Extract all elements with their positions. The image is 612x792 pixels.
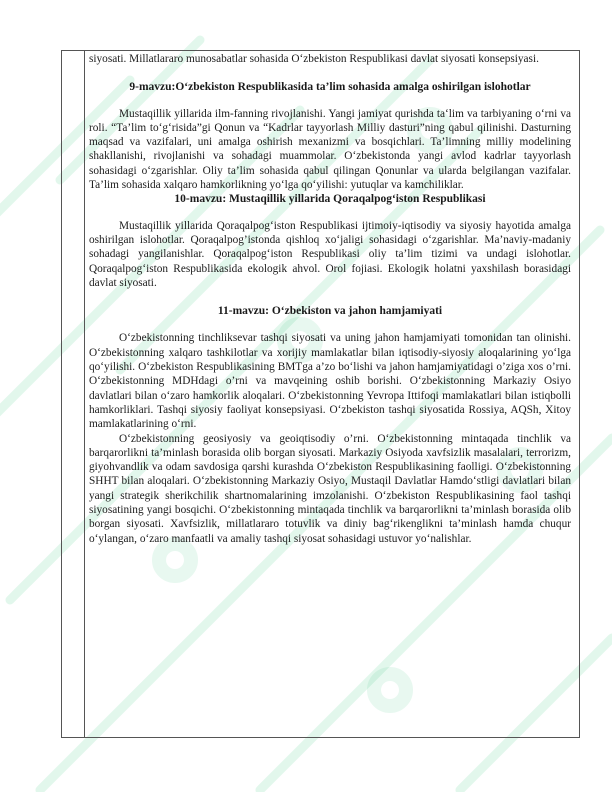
margin-column-divider	[84, 50, 85, 738]
topic-11-heading: 11-mavzu: O‘zbekiston va jahon hamjamiyati	[217, 305, 443, 318]
topic-10-heading: 10-mavzu: Mustaqillik yillarida Qoraqalpog‘iston Respublikasi	[174, 193, 486, 206]
topic-11-paragraph-1: O‘zbekistonning tinchliksevar tashqi siyosati va uning jahon hamjamiyati tomonidan tan olinishi. O‘zbekistonning xalqaro tashkilotlar va xorijiy mamlakatlar bilan iqtisodiy-siyosiy aloqalarining yo‘lga qo‘yilishi. O‘zbekiston Respublikasining BMTga a’zo bo‘lishi va jahon hamjamiyatidagi o’ziga xos o’rni. O‘zbekistonning MDHdagi o’rni va mavqeining oshib borishi. O‘zbekistonning Markaziy Osiyo davlatlari bilan o‘zaro hamkorlik aloqalari. O‘zbekistonning Yevropa Ittifoqi mamlakatlari bilan istiqbolli hamkorliklari. Tashqi siyosiy faoliyat konsepsiyasi. O‘zbekiston tashqi siyosatida Rossiya, AQSh, Xitoy mamlakatlarining o‘rni.	[89, 332, 571, 431]
intro-paragraph: siyosati. Millatlararo munosabatlar sohasida O‘zbekiston Respublikasi davlat siyosati konsepsiyasi.	[89, 53, 539, 65]
topic-10-paragraph: Mustaqillik yillarida Qoraqalpog‘iston Respublikasi ijtimoiy-iqtisodiy va siyosiy hayotida amalga oshirilgan islohotlar. Qoraqalpog’istonda qishloq xo‘jaligi sohasidagi o‘zgarishlar. Ma’naviy-madaniy sohadagi yangilanishlar. Qoraqalpog‘iston Respublikasi oliy ta’lim tizimi va undagi islohotlar. Qoraqalpog‘iston Respublikasida ekologik ahvol. Orol fojiasi. Ekologik holatni yaxshilash borasidagi davlat siyosati.	[89, 219, 571, 289]
topic-9-paragraph: Mustaqillik yillarida ilm-fanning rivojlanishi. Yangi jamiyat qurishda ta‘lim va tarbiyaning o‘rni va roli. “Ta’lim to‘g‘risida”gi Qonun va “Kadrlar tayyorlash Milliy dasturi”ning qabul qilinishi. Dasturning maqsad va vazifalari, uni amalga oshirish mexanizmi va bosqichlari. Ta’limning milliy modelining shakllanishi, rivojlanishi va sohadagi muammolar. O‘zbekistonda yangi avlod kadrlar tayyorlash sohasidagi o‘zgarishlar. Oliy ta’lim sohasida qabul qilingan Qonunlar va ularda belgilangan vazifalar. Ta’lim sohasida xalqaro hamkorlikning yo‘lga qo‘yilishi: yutuqlar va kamchiliklar.	[89, 107, 571, 192]
topic-9-heading: 9-mavzu:O‘zbekiston Respublikasida ta’lim sohasida amalga oshirilgan islohotlar	[129, 81, 531, 94]
document-body	[89, 52, 571, 546]
topic-11-paragraph-2: O‘zbekistonning geosiyosiy va geoiqtisodiy o’rni. O‘zbekistonning mintaqada tinchlik va barqarorlikni ta’minlash borasida olib borgan siyosati. Markaziy Osiyoda xavfsizlik masalalari, terrorizm, giyohvandlik va odam savdosiga qarshi kurashda O‘zbekiston Respublikasining faolligi. O‘zbekistonning SHHT bilan aloqalari. O‘zbekistonning Markaziy Osiyo, Mustaqil Davlatlar Hamdo‘stligi davlatlari bilan yangi strategik sherikchilik shartnomalarining imzolanishi. O‘zbekiston Respublikasining faol tashqi siyosatining yangi bosqichi. O‘zbekistonning mintaqada tinchlik va barqarorlikni ta’minlash borasida olib borgan siyosati. Xavfsizlik, millatlararo totuvlik va diniy bag‘rikenglikni ta’minlash hamda chuqur o‘ylangan, o‘zaro manfaatli va amaliy tashqi siyosat sohasidagi ustuvor yo‘nalishlar.	[89, 432, 571, 545]
